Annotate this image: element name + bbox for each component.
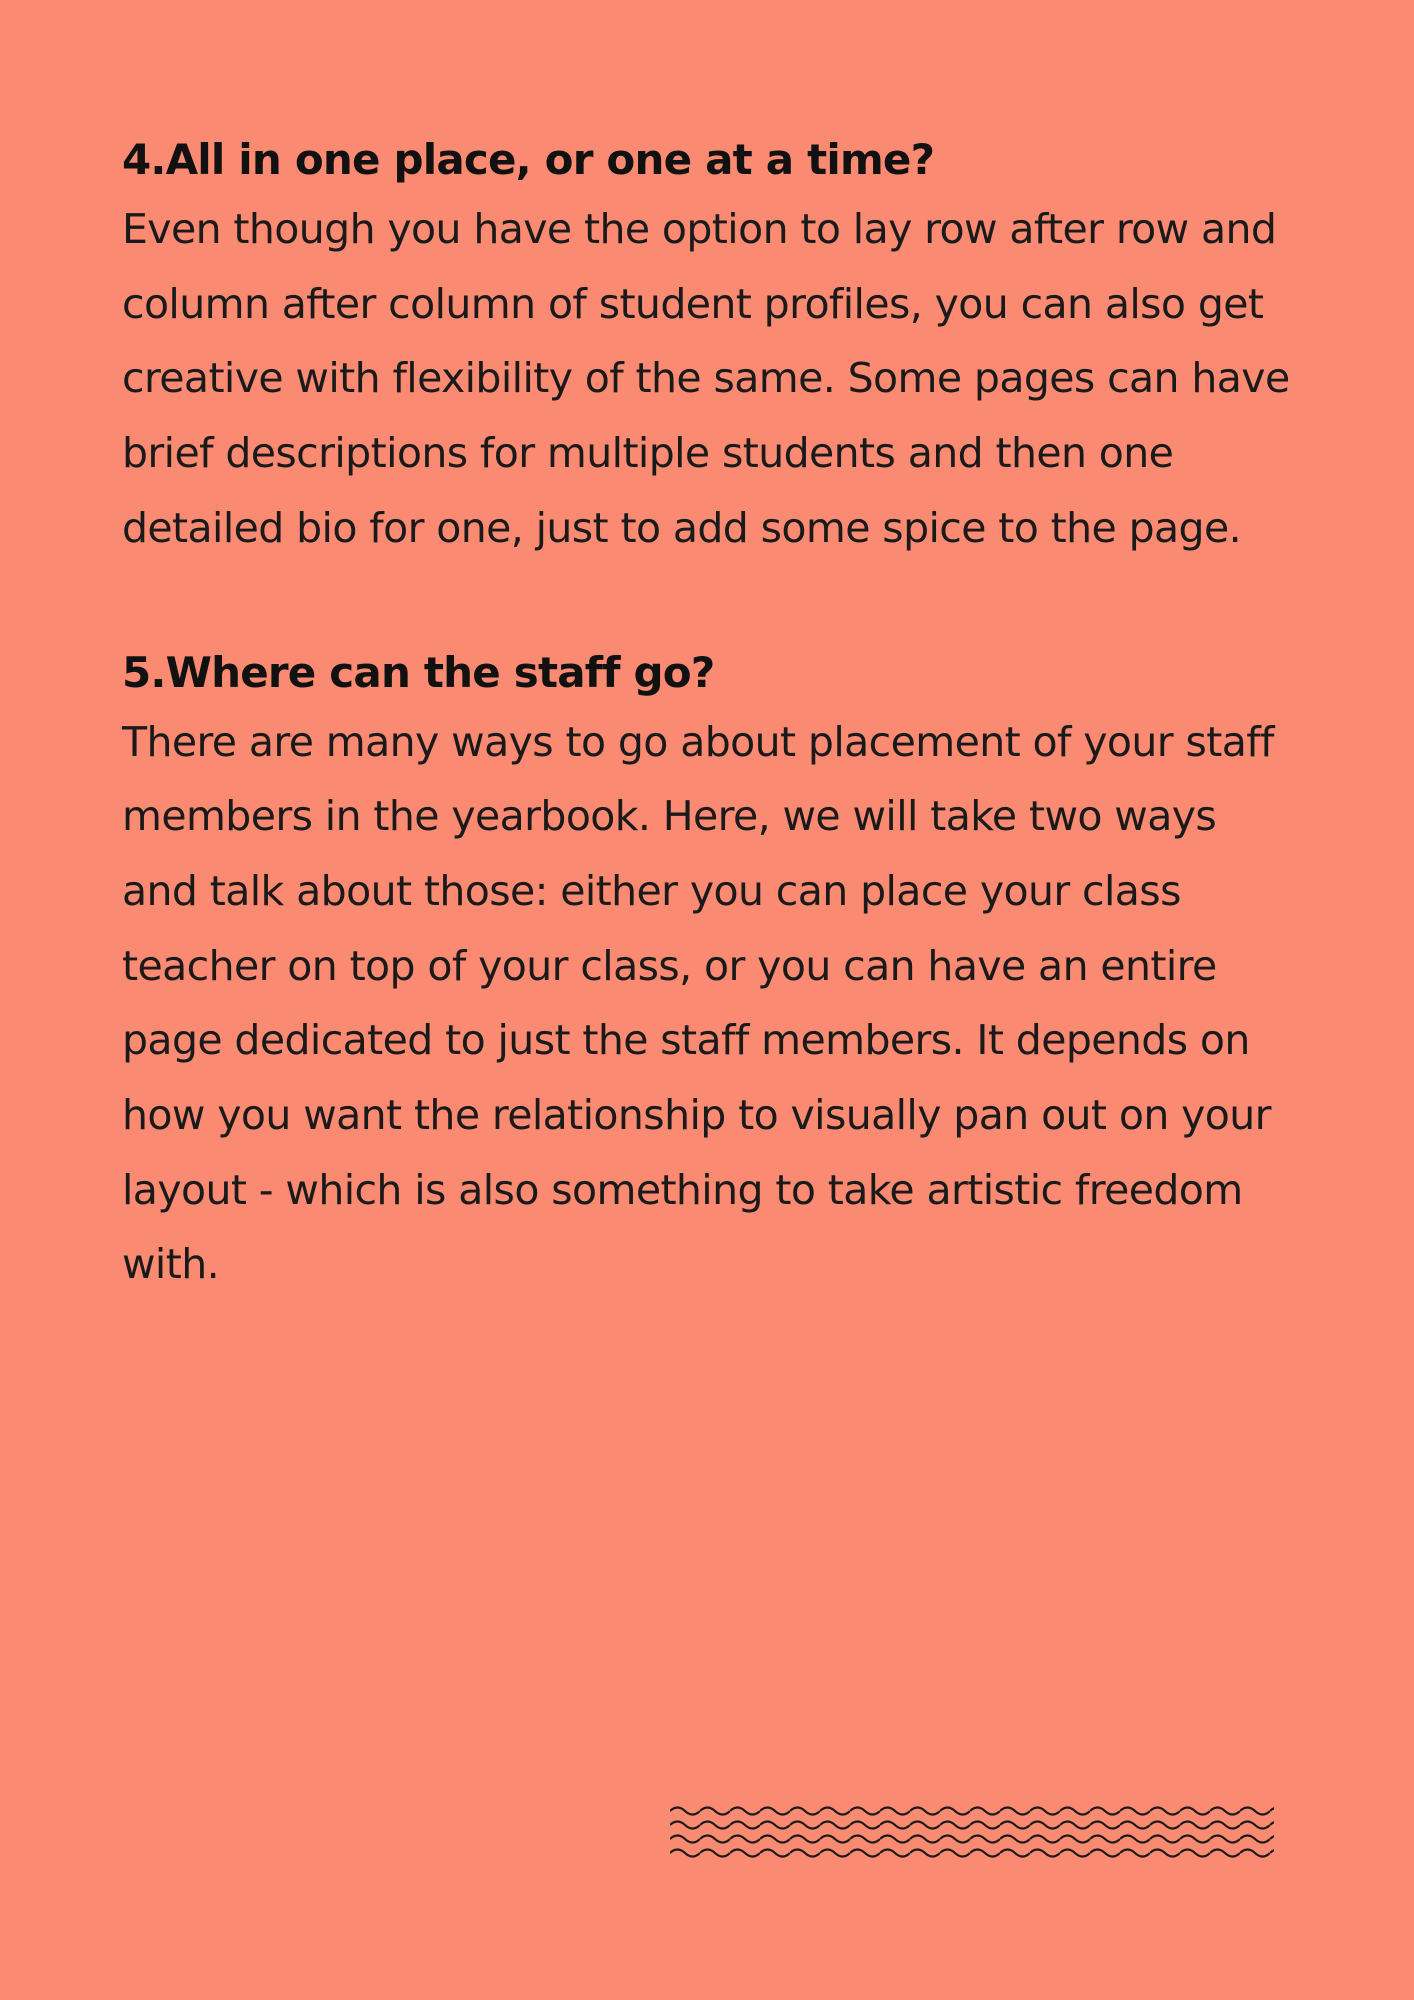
section-heading: 4.All in one place, or one at a time?: [122, 135, 935, 184]
wave-pattern-icon: [670, 1804, 1274, 1860]
section-staff-placement: [122, 641, 1302, 1303]
article-content: [122, 128, 1302, 1302]
section-heading: 5.Where can the staff go?: [122, 647, 715, 697]
section-paragraph: There are many ways to go about placement of your staff members in the yearbook. Here, we will take two ways and talk about those: either you can place your class teacher on top of your class, or you can have an entire page dedicated to just the staff members. It depends on how you want the relationship to visually pan out on your layout - which is also something to take artistic freedom with.: [122, 717, 1274, 1289]
section-paragraph: Even though you have the option to lay row after row and column after column of student profiles, you can also get creative with flexibility of the same. Some pages can have brief descriptions for multiple students and then one detailed bio for one, just to add some spice to the page.: [122, 205, 1290, 552]
section-all-in-one-place: [122, 128, 1302, 566]
